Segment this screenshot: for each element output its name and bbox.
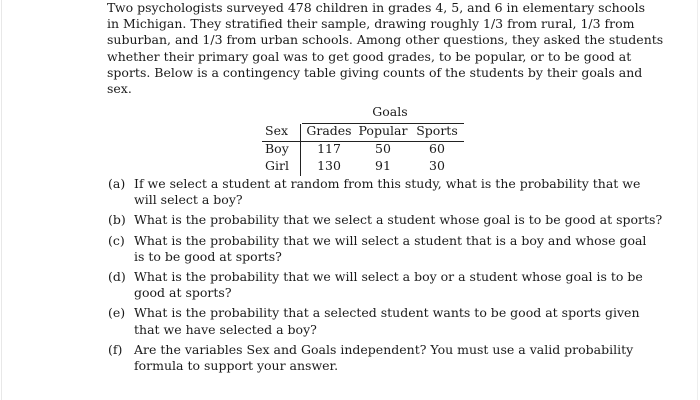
row-label-boy: Boy [265,141,289,156]
question-line: What is the probability that a selected student wants to be good at sports given [134,305,640,321]
question-label: (f) [108,341,123,357]
column-header-popular: Popular [358,123,408,138]
question-label: (b) [108,212,126,228]
question-c [108,232,647,265]
question-list [108,176,663,378]
intro-line: whether their primary goal was to get good grades, to be popular, or to be good at [107,48,632,64]
intro-line: sports. Below is a contingency table giving counts of the students by their goals and [107,64,643,80]
table-row [262,141,464,157]
question-f [108,341,634,374]
question-line: formula to support your answer. [134,358,339,374]
question-text [134,212,663,228]
question-text [134,305,640,337]
question-d [108,269,643,301]
question-line: If we select a student at random from this study, what is the probability that we [134,176,641,191]
page-edge-right [697,0,698,400]
question-e [108,305,640,337]
question-line: will select a boy? [134,192,243,208]
question-line: What is the probability that we will select a student that is a boy and whose goal [134,232,647,248]
table-header-row [262,123,464,139]
question-line: What is the probability that we will select a boy or a student whose goal is to be [134,269,643,285]
column-header-grades: Grades [306,123,352,138]
intro-line: in Michigan. They stratified their sample, drawing roughly 1/3 from rural, 1/3 from [107,16,635,32]
cell-girl-grades: 130 [317,158,341,173]
question-line: good at sports? [134,285,232,301]
question-b [108,212,663,228]
question-line: Are the variables Sex and Goals independent? You must use a valid probability [134,341,634,357]
row-label-girl: Girl [265,158,289,173]
column-header-sex: Sex [265,123,289,138]
question-text [134,269,643,301]
question-label: (a) [108,176,126,191]
question-line: is to be good at sports? [134,248,282,264]
cell-boy-sports: 60 [429,141,445,156]
question-text [134,341,634,374]
question-a [108,176,641,208]
intro-line: suburban, and 1/3 from urban schools. Among other questions, they asked the students [107,32,664,48]
column-header-sports: Sports [416,123,458,138]
question-line: What is the probability that we select a student whose goal is to be good at sports? [134,212,663,228]
table-group-header: Goals [372,104,408,119]
cell-girl-popular: 91 [375,158,391,173]
question-line: that we have selected a boy? [134,321,317,337]
question-text [134,232,647,265]
question-label: (d) [108,269,126,285]
table-row [262,158,464,174]
intro-paragraph [107,0,664,97]
cell-boy-popular: 50 [375,141,391,156]
cell-girl-sports: 30 [429,158,445,173]
intro-line: sex. [107,81,132,97]
cell-boy-grades: 117 [317,141,341,156]
page-edge-left [1,0,2,400]
question-label: (c) [108,232,125,248]
question-text [134,176,641,208]
intro-line: Two psychologists surveyed 478 children in grades 4, 5, and 6 in elementary schools [107,0,646,15]
question-label: (e) [108,305,126,321]
